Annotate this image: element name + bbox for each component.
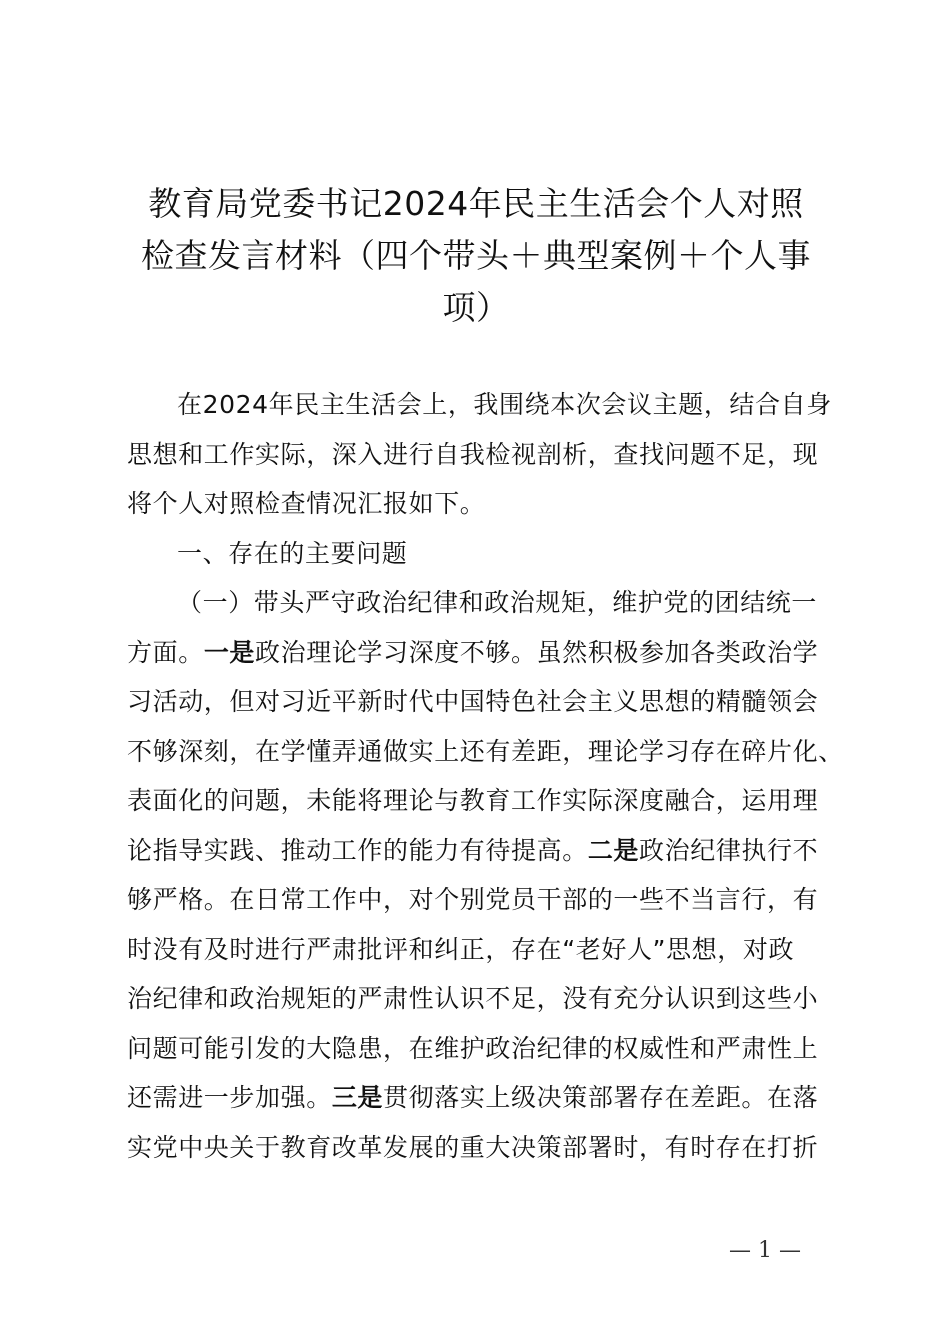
body-line: 表面化的问题，未能将理论与教育工作实际深度融合，运用理 (127, 786, 819, 815)
body-text: 政治理论学习深度不够。虽然积极参加各类政治学 (255, 637, 819, 667)
title-line-2: 检查发言材料（四个带头＋典型案例＋个人事 (141, 236, 811, 275)
intro-line: 在2024年民主生活会上，我围绕本次会议主题，结合自身 (177, 390, 832, 419)
body-text: 论指导实践、推动工作的能力有待提高。 (127, 835, 588, 865)
point-label-1: 一是 (203, 637, 256, 667)
point-label-3: 三是 (331, 1083, 384, 1112)
body-line: 习活动，但对习近平新时代中国特色社会主义思想的精髓领会 (127, 687, 819, 716)
body-line: 治纪律和政治规矩的严肃性认识不足，没有充分认识到这些小 (127, 984, 819, 1013)
section-heading-text: 一、存在的主要问题 (177, 538, 408, 568)
point-label-2: 二是 (587, 835, 640, 865)
body-text: 政治纪律执行不 (639, 835, 819, 865)
body-line (127, 1073, 833, 1123)
body-line: 够严格。在日常工作中，对个别党员干部的一些不当言行，有 (127, 885, 819, 914)
intro-paragraph (127, 380, 833, 529)
body-line: 实党中央关于教育改革发展的重大决策部署时，有时存在打折 (127, 1132, 819, 1162)
page-number: — 1 — (729, 1238, 801, 1263)
body-line: （一）带头严守政治纪律和政治规矩，维护党的团结统一 (177, 588, 818, 617)
intro-line: 思想和工作实际，深入进行自我检视剖析，查找问题不足，现 (127, 439, 819, 469)
document-title (120, 178, 832, 334)
intro-line: 将个人对照检查情况汇报如下。 (127, 489, 486, 518)
document-body (127, 380, 844, 1172)
title-line-1: 教育局党委书记2024年民主生活会个人对照 (148, 184, 804, 223)
body-text: 还需进一步加强。 (127, 1083, 332, 1112)
body-line (127, 826, 833, 876)
title-line-3: 项） (442, 288, 510, 327)
body-line: 时没有及时进行严肃批评和纠正，存在“老好人”思想，对政 (127, 934, 795, 964)
subsection-paragraph (127, 578, 844, 1172)
body-line: 问题可能引发的大隐患，在维护政治纪律的权威性和严肃性上 (127, 1033, 819, 1063)
body-line: 不够深刻，在学懂弄通做实上还有差距，理论学习存在碎片化、 (127, 736, 844, 766)
body-text: 方面。 (127, 637, 204, 667)
section-heading (127, 529, 833, 579)
body-text: 贯彻落实上级决策部署存在差距。在落 (383, 1083, 819, 1112)
body-line (127, 628, 833, 678)
